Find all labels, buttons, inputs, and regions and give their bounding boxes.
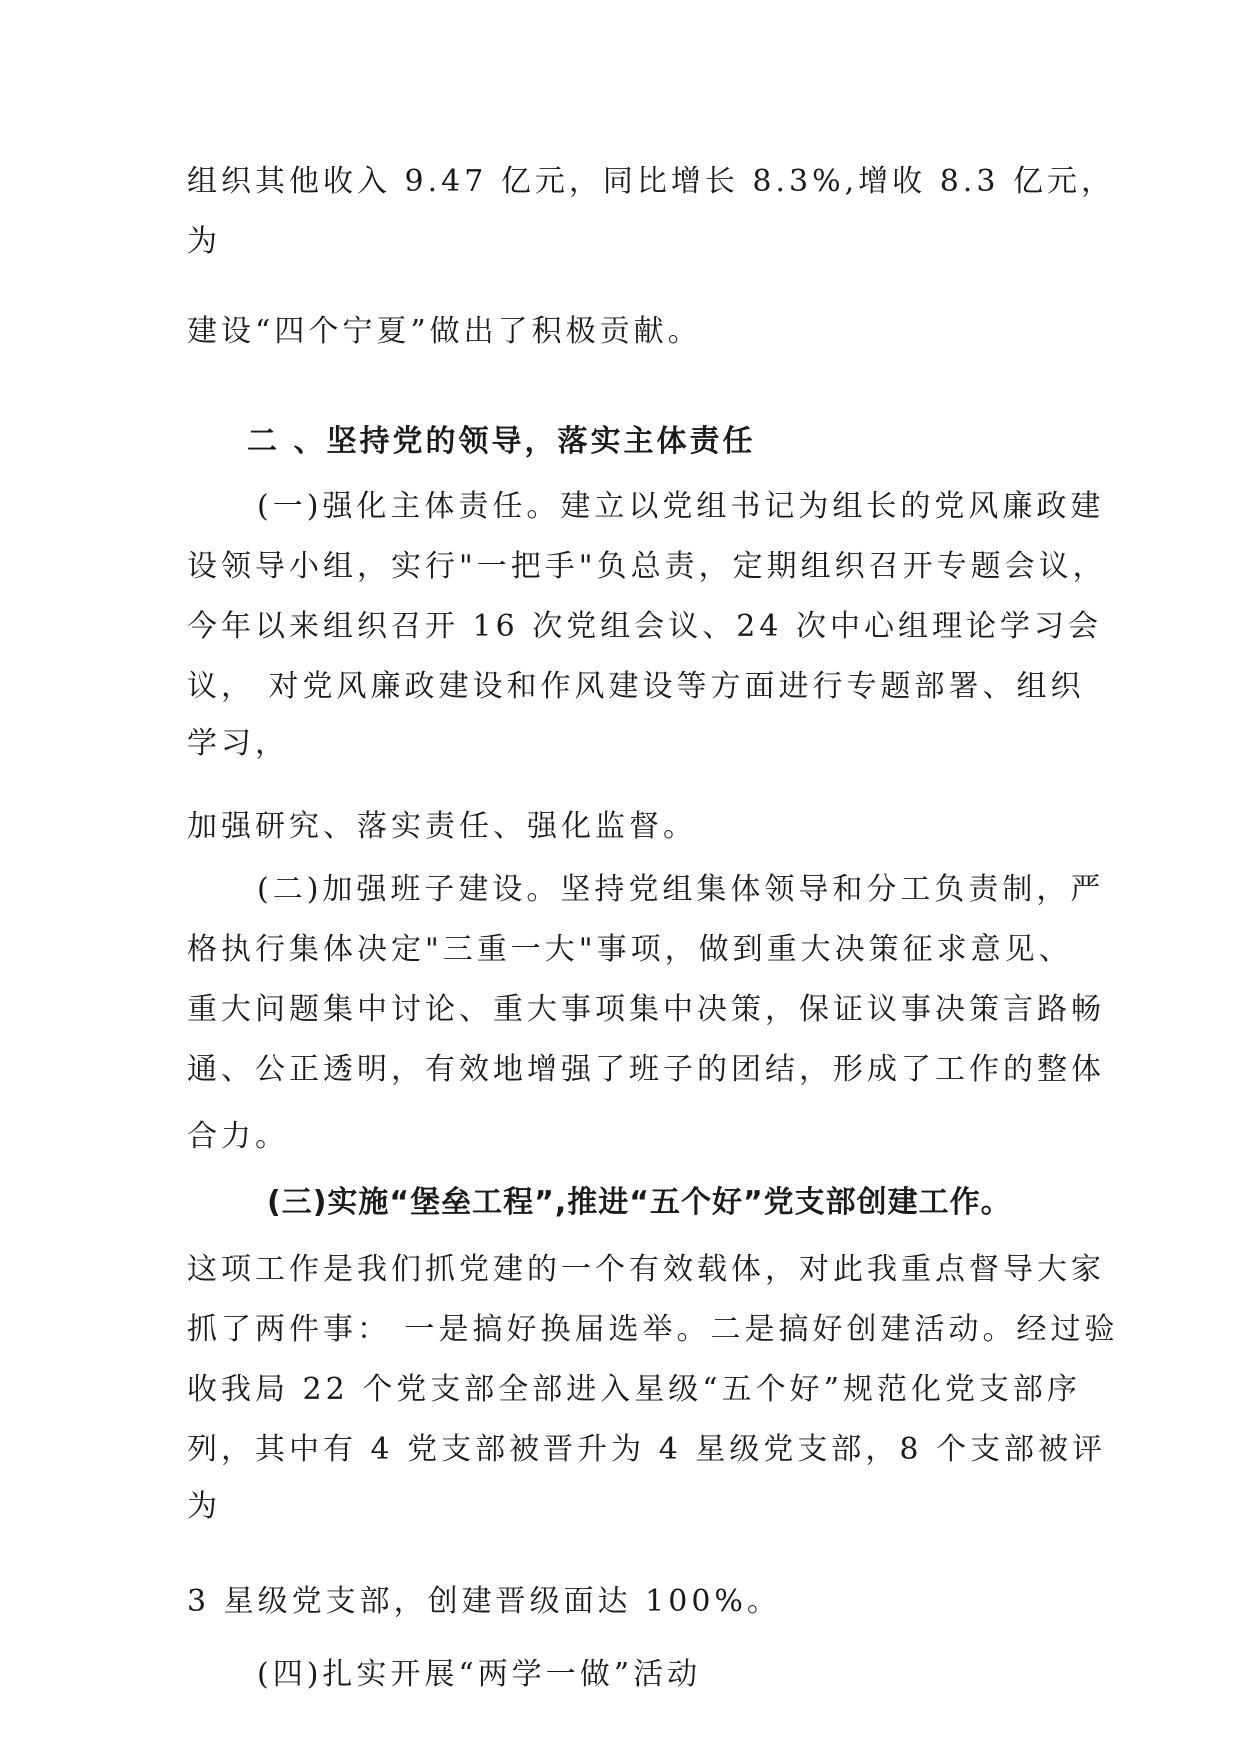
paragraph-line: 加强研究、落实责任、强化监督。	[187, 809, 697, 844]
paragraph-line: (四)扎实开展“两学一做”活动	[257, 1657, 702, 1692]
paragraph-line: 这项工作是我们抓党建的一个有效载体，对此我重点督导大家	[187, 1252, 1105, 1287]
paragraph-line: 设领导小组，实行"一把手"负总责，定期组织召开专题会议，	[187, 549, 1107, 584]
paragraph-line: (一)强化主体责任。建立以党组书记为组长的党风廉政建	[257, 489, 1105, 524]
paragraph-line: 为	[187, 1489, 221, 1524]
paragraph-line: 重大问题集中讨论、重大事项集中决策，保证议事决策言路畅	[187, 992, 1105, 1027]
paragraph-line: 今年以来组织召开 16 次党组会议、24 次中心组理论学习会	[187, 609, 1102, 644]
paragraph-line: 抓了两件事： 一是搞好换届选举。二是搞好创建活动。经过验	[187, 1312, 1119, 1347]
paragraph-line: 议， 对党风廉政建设和作风建设等方面进行专题部署、组织	[187, 669, 1085, 704]
section-heading: 二 、坚持党的领导，落实主体责任	[247, 424, 756, 459]
paragraph-line: 收我局 22 个党支部全部进入星级“五个好”规范化党支部序	[187, 1372, 1081, 1407]
paragraph-line: 3 星级党支部，创建晋级面达 100%。	[187, 1584, 781, 1619]
paragraph-line: 列，其中有 4 党支部被晋升为 4 星级党支部，8 个支部被评	[187, 1432, 1106, 1467]
paragraph-line: 格执行集体决定"三重一大"事项，做到重大决策征求意见、	[187, 932, 1073, 967]
paragraph-line: 通、公正透明，有效地增强了班子的团结，形成了工作的整体	[187, 1052, 1105, 1087]
paragraph-line: 建设“四个宁夏”做出了积极贡献。	[187, 314, 702, 349]
paragraph-line: (二)加强班子建设。坚持党组集体领导和分工负责制，严	[257, 872, 1105, 907]
subsection-heading: (三)实施“堡垒工程”,推进“五个好”党支部创建工作。	[267, 1185, 1012, 1220]
paragraph-line: 合力。	[187, 1119, 289, 1154]
paragraph-line: 学习，	[187, 726, 289, 761]
paragraph-line: 组织其他收入 9.47 亿元，同比增长 8.3%,增收 8.3 亿元，	[187, 164, 1115, 199]
paragraph-line: 为	[187, 224, 221, 259]
